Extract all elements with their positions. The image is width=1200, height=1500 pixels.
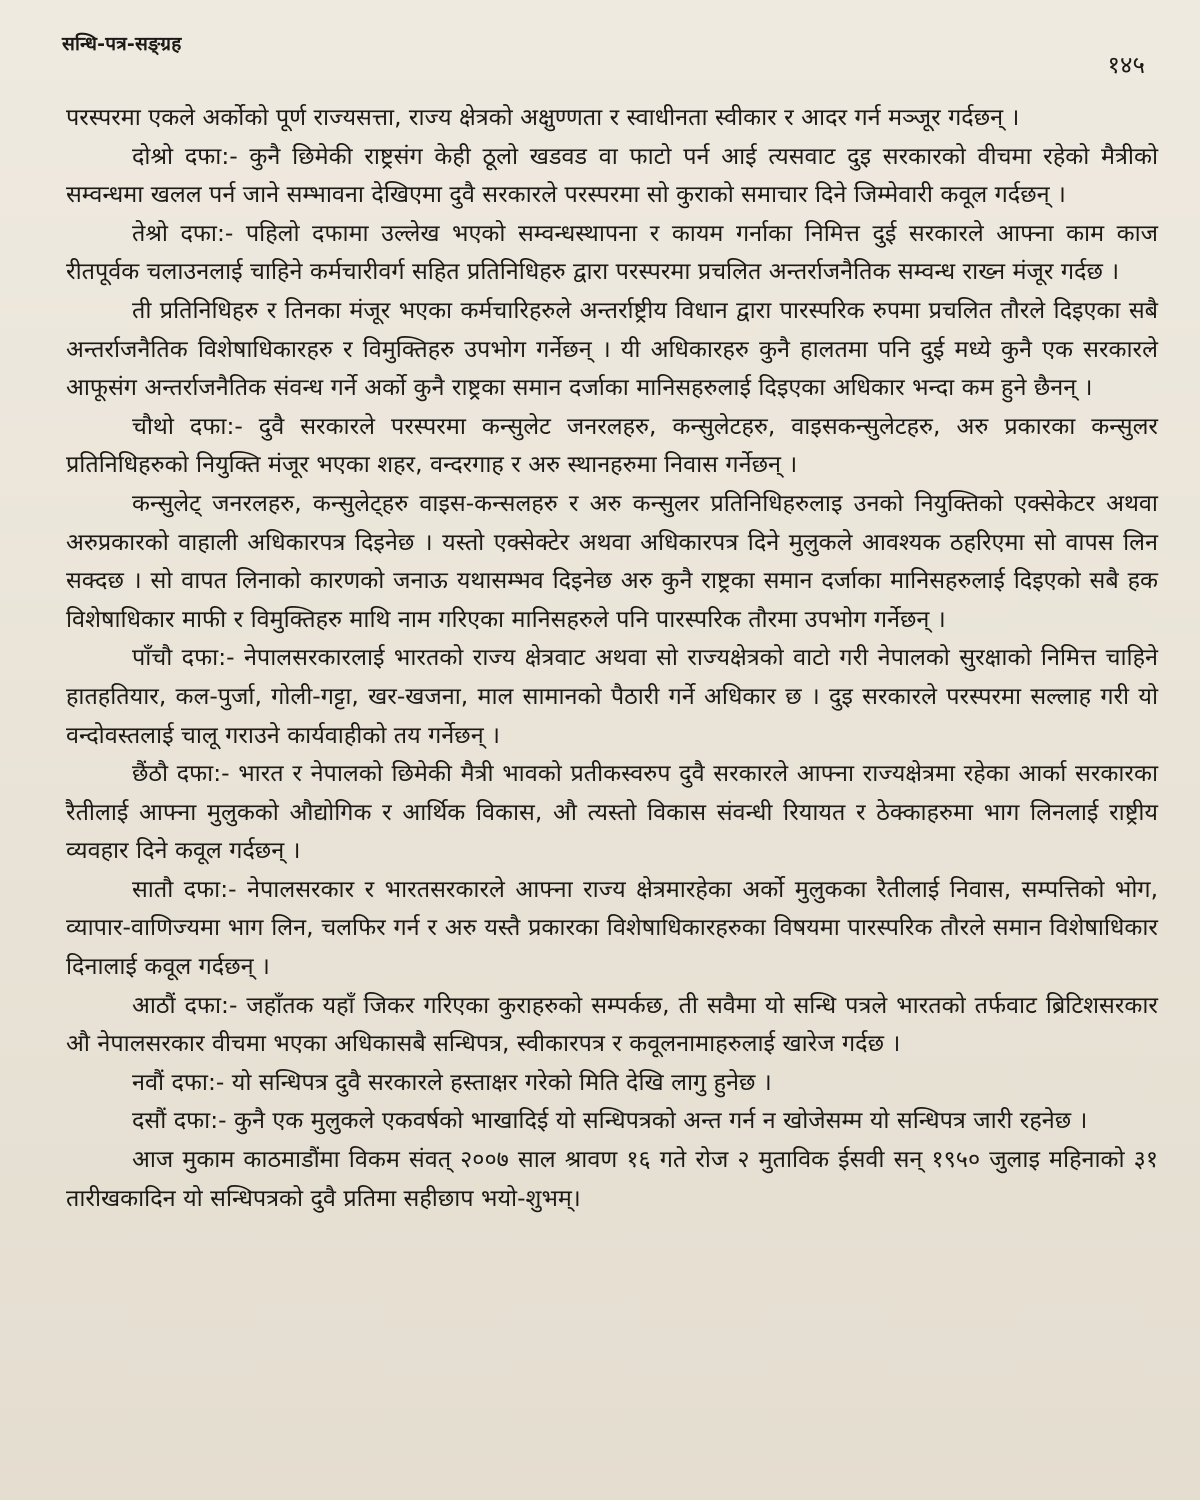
- page-number: १४५: [1107, 51, 1145, 79]
- paragraph-article-4: चौथो दफा:- दुवै सरकारले परस्परमा कन्सुलेट जनरलहरु, कन्सुलेटहरु, वाइसकन्सुलेटहरु, अरु प्रकारका कन्सुलर प्रतिनिधिहरुको नियुक्ति मंजूर भएका शहर, वन्दरगाह र अरु स्थानहरुमा निवास गर्नेछन् ।: [66, 411, 1158, 479]
- paragraph-article-2: दोश्रो दफा:- कुनै छिमेकी राष्ट्रसंग केही ठूलो खडवड वा फाटो पर्न आई त्यसवाट दुइ सरकारको वीचमा रहेको मैत्रीको सम्वन्धमा खलल पर्न जाने सम्भावना देखिएमा दुवै सरकारले परस्परमा सो कुराको समाचार दिने जिम्मेवारी कवूल गर्दछन् ।: [66, 141, 1158, 209]
- paragraph-signing-statement: आज मुकाम काठमाडौंमा विकम संवत् २००७ साल श्रावण १६ गते रोज २ मुताविक ईसवी सन् १९५० जुलाइ महिनाको ३१ तारीखकादिन यो सन्धिपत्रको दुवै प्रतिमा सहीछाप भयो-शुभम्।: [66, 1145, 1158, 1212]
- paragraph-article-4-exequatur: कन्सुलेट् जनरलहरु, कन्सुलेट्हरु वाइस-कन्सलहरु र अरु कन्सुलर प्रतिनिधिहरुलाइ उनको नियुक्तिको एक्सेकेटर अथवा अरुप्रकारको वाहाली अधिकारपत्र दिइनेछ । यस्तो एक्सेक्टेर अथवा अधिकारपत्र दिने मुलुकले आवश्यक ठहरिएमा सो वापस लिन सक्दछ । सो वापत लिनाको कारणको जनाऊ यथासम्भव दिइनेछ अरु कुनै राष्ट्रका समान दर्जाका मानिसहरुलाई दिइएको सबै हक विशेषाधिकार माफी र विमुक्तिहरु माथि नाम गरिएका मानिसहरुले पनि पारस्परिक तौरमा उपभोग गर्नेछन् ।: [66, 488, 1158, 633]
- paragraph-article-8: आठौं दफा:- जहाँतक यहाँ जिकर गरिएका कुराहरुको सम्पर्कछ, ती सवैमा यो सन्धि पत्रले भारतको तर्फवाट ब्रिटिशसरकार औ नेपालसरकार वीचमा भएका अधिकासबै सन्धिपत्र, स्वीकारपत्र र कवूलनामाहरुलाई खारेज गर्दछ ।: [66, 990, 1158, 1058]
- running-title: सन्धि-पत्र-सङ्ग्रह: [62, 33, 182, 55]
- paragraph-article-10: दसौं दफा:- कुनै एक मुलुकले एकवर्षको भाखादिई यो सन्धिपत्रको अन्त गर्न न खोजेसम्म यो सन्धिपत्र जारी रहनेछ ।: [132, 1106, 1088, 1135]
- paragraph-article-3: तेश्रो दफा:- पहिलो दफामा उल्लेख भएको सम्वन्धस्थापना र कायम गर्नाका निमित्त दुई सरकारले आफ्ना काम काज रीतपूर्वक चलाउनलाई चाहिने कर्मचारीवर्ग सहित प्रतिनिधिहरु द्वारा परस्परमा प्रचलित अन्तर्राजनैतिक सम्वन्ध राख्न मंजूर गर्दछ ।: [66, 218, 1158, 286]
- paragraph-article-9: नवौं दफा:- यो सन्धिपत्र दुवै सरकारले हस्ताक्षर गरेको मिति देखि लागु हुनेछ ।: [132, 1067, 772, 1096]
- treaty-text: [66, 98, 1158, 1217]
- paragraph-article-3-privileges: ती प्रतिनिधिहरु र तिनका मंजूर भएका कर्मचारिहरुले अन्तर्राष्ट्रीय विधान द्वारा पारस्परिक रुपमा प्रचलित तौरले दिइएका सबै अन्तर्राजनैतिक विशेषाधिकारहरु र विमुक्तिहरु उपभोग गर्नेछन् । यी अधिकारहरु कुनै हालतमा पनि दुई मध्ये कुनै एक सरकारले आफूसंग अन्तर्राजनैतिक संवन्ध गर्ने अर्को कुनै राष्ट्रका समान दर्जाका मानिसहरुलाई दिइएका अधिकार भन्दा कम हुने छैनन् ।: [66, 295, 1158, 402]
- paragraph-continuation: परस्परमा एकले अर्कोको पूर्ण राज्यसत्ता, राज्य क्षेत्रको अक्षुण्णता र स्वाधीनता स्वीकार र आदर गर्न मञ्जूर गर्दछन् ।: [66, 103, 1020, 131]
- paragraph-article-5: पाँचौ दफा:- नेपालसरकारलाई भारतको राज्य क्षेत्रवाट अथवा सो राज्यक्षेत्रको वाटो गरी नेपालको सुरक्षाको निमित्त चाहिने हातहतियार, कल-पुर्जा, गोली-गट्टा, खर-खजना, माल सामानको पैठारी गर्ने अधिकार छ । दुइ सरकारले परस्परमा सल्लाह गरी यो वन्दोवस्तलाई चालू गराउने कार्यवाहीको तय गर्नेछन् ।: [66, 643, 1158, 749]
- paragraph-article-6: छैंठौ दफा:- भारत र नेपालको छिमेकी मैत्री भावको प्रतीकस्वरुप दुवै सरकारले आफ्ना राज्यक्षेत्रमा रहेका आर्का सरकारका रैतीलाई आफ्ना मुलुकको औद्योगिक र आर्थिक विकास, औ त्यस्तो विकास संवन्धी रियायत र ठेक्काहरुमा भाग लिनलाई राष्ट्रीय व्यवहार दिने कवूल गर्दछन् ।: [66, 759, 1158, 865]
- paragraph-article-7: सातौ दफा:- नेपालसरकार र भारतसरकारले आफ्ना राज्य क्षेत्रमारहेका अर्को मुलुकका रैतीलाई निवास, सम्पत्तिको भोग, व्यापार-वाणिज्यमा भाग लिन, चलफिर गर्न र अरु यस्तै प्रकारका विशेषाधिकारहरुका विषयमा पारस्परिक तौरले समान विशेषाधिकार दिनालाई कवूल गर्दछन् ।: [66, 874, 1158, 981]
